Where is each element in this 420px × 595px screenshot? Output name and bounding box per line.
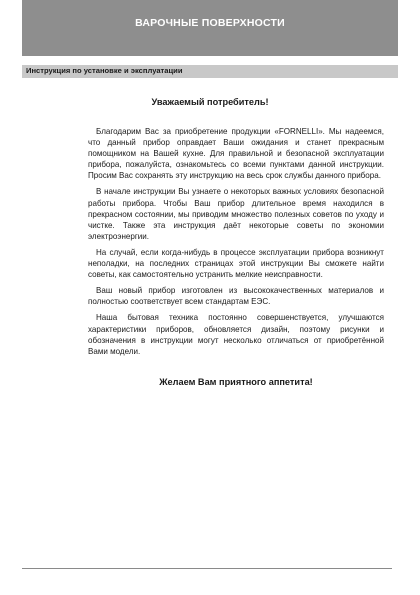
header-band [22,0,398,56]
paragraph-safety: В начале инструкции Вы узнаете о некоторых важных условиях безопасной работы прибора. Чтобы Ваш прибор длительное время находился в прекрасном состоянии, мы приводим множество полезных советов по уходу и чистке. Также эта инструкция даёт некоторые советы по экономии электроэнергии. [88,187,384,241]
closing-wish: Желаем Вам приятного аппетита! [159,377,313,387]
subheader-band [22,65,398,78]
greeting-heading: Уважаемый потребитель! [151,97,269,107]
footer-divider [22,568,392,569]
paragraph-changes: Наша бытовая техника постоянно совершенствуется, улучшаются характеристики приборов, обновляется дизайн, поэтому рисунки и обозначения в инструкции могут несколько отличаться от приобретённой Вами модели. [88,313,384,356]
paragraph-troubleshooting: На случай, если когда-нибудь в процессе эксплуатации прибора возникнут неполадки, на последних страницах этой инструкции Вы сможете найти советы, как самостоятельно устранить мелкие неисправности. [88,247,384,280]
body-text [88,126,384,362]
section-subtitle: Инструкция по установке и эксплуатации [26,66,183,75]
page-title: ВАРОЧНЫЕ ПОВЕРХНОСТИ [135,17,285,29]
paragraph-quality: Ваш новый прибор изготовлен из высококачественных материалов и полностью соответствует всем стандартам ЕЭС. [88,286,384,307]
paragraph-thanks: Благодарим Вас за приобретение продукции «FORNELLI». Мы надеемся, что данный прибор оправдает Ваши ожидания и станет прекрасным помощником на Вашей кухне. Для правильной и безопасной эксплуатации прибора, пожалуйста, ознакомьтесь со всеми пунктами данной инструкции. Просим Вас сохранять эту инструкцию на весь срок службы данного прибора. [88,127,384,181]
